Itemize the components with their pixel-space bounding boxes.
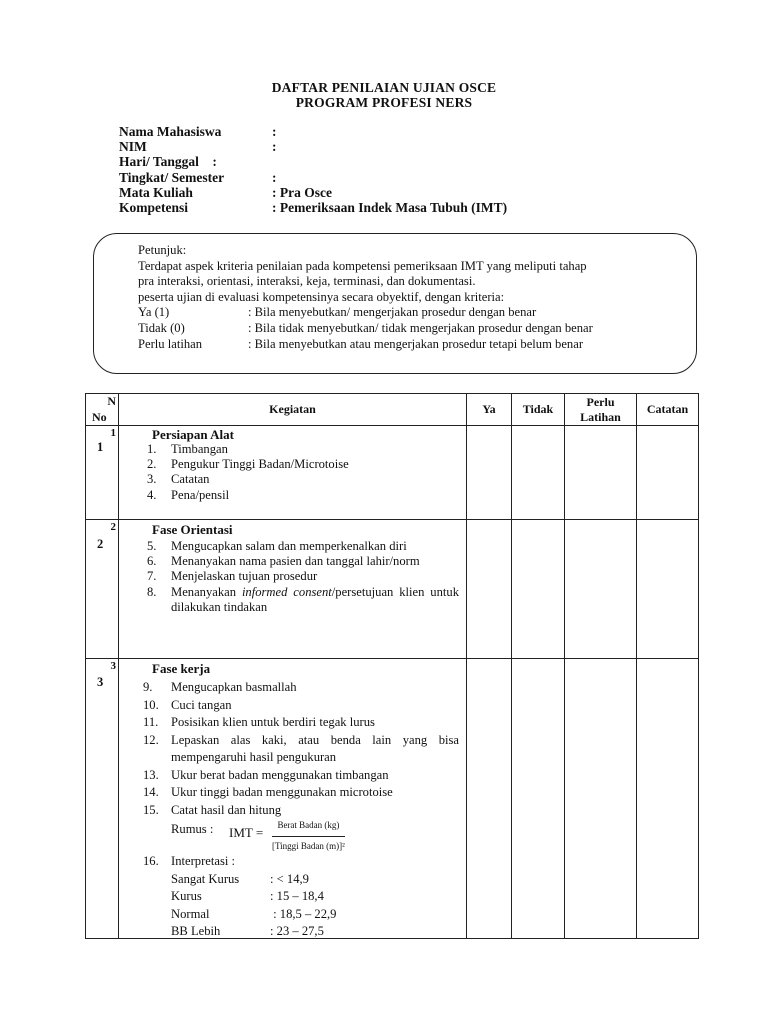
row-number: 2 2 bbox=[86, 520, 119, 659]
ya-cell[interactable] bbox=[467, 426, 512, 520]
list-item: 16. Interpretasi : bbox=[143, 854, 235, 868]
criteria-tidak: Tidak (0) : Bila tidak menyebutkan/ tidak mengerjakan prosedur dengan benar bbox=[138, 320, 593, 335]
row-number: 1 1 bbox=[86, 426, 119, 520]
item-list bbox=[147, 539, 459, 615]
section-title: Persiapan Alat bbox=[152, 427, 234, 442]
item-list bbox=[147, 442, 459, 503]
list-item: 9. Mengucapkan basmallah bbox=[143, 680, 297, 694]
imt-formula bbox=[147, 819, 459, 849]
kegiatan-cell bbox=[119, 520, 467, 659]
perlu-latihan-cell[interactable] bbox=[565, 659, 637, 939]
criteria-perlu-latihan: Perlu latihan : Bila menyebutkan atau mengerjakan prosedur tetapi belum benar bbox=[138, 336, 584, 351]
catatan-cell[interactable] bbox=[637, 659, 699, 939]
list-item: 11. Posisikan klien untuk berdiri tegak lurus bbox=[143, 715, 375, 729]
header-no: N No bbox=[86, 394, 119, 426]
perlu-latihan-cell[interactable] bbox=[565, 426, 637, 520]
list-item: 15. Catat hasil dan hitung bbox=[143, 802, 282, 817]
header-catatan: Catatan bbox=[637, 394, 699, 426]
criteria-ya: Ya (1) : Bila menyebutkan/ mengerjakan prosedur dengan benar bbox=[138, 305, 537, 320]
list-item: 8. Menanyakan informed consent/persetujuan klien untuk dilakukan tindakan bbox=[147, 584, 459, 614]
assessment-table bbox=[85, 393, 699, 939]
kegiatan-cell bbox=[119, 426, 467, 520]
table-row bbox=[86, 659, 699, 939]
ya-cell[interactable] bbox=[467, 659, 512, 939]
tidak-cell[interactable] bbox=[512, 520, 565, 659]
perlu-latihan-cell[interactable] bbox=[565, 520, 637, 659]
header-perlu-latihan: Perlu Latihan bbox=[565, 394, 637, 426]
list-item: 7. Menjelaskan tujuan prosedur bbox=[147, 569, 318, 584]
interpretation-row: Sangat Kurus : < 14,9 bbox=[171, 871, 309, 886]
instructions-box bbox=[93, 233, 697, 374]
instructions-line: peserta ujian di evaluasi kompetensinya secara obyektif, dengan kriteria: bbox=[138, 289, 505, 304]
header-kegiatan: Kegiatan bbox=[119, 394, 467, 426]
document-title: DAFTAR PENILAIAN UJIAN OSCE bbox=[271, 80, 497, 95]
document-subtitle: PROGRAM PROFESI NERS bbox=[295, 95, 473, 110]
list-item: 10. Cuci tangan bbox=[143, 697, 232, 712]
section-title: Fase kerja bbox=[152, 661, 211, 676]
interpretation-row: BB Lebih : 23 – 27,5 bbox=[171, 924, 324, 938]
list-item: 13. Ukur berat badan menggunakan timbangan bbox=[143, 767, 389, 782]
instructions-line: Terdapat aspek kriteria penilaian pada kompetensi pemeriksaan IMT yang meliputi tahap bbox=[138, 258, 587, 273]
table-header-row bbox=[86, 394, 699, 426]
header-ya: Ya bbox=[467, 394, 512, 426]
list-item: 1. Timbangan bbox=[147, 442, 228, 456]
ya-cell[interactable] bbox=[467, 520, 512, 659]
list-item: 4. Pena/pensil bbox=[147, 487, 230, 502]
list-item: 14. Ukur tinggi badan menggunakan microtoise bbox=[143, 785, 393, 799]
item-list bbox=[143, 679, 459, 941]
tidak-cell[interactable] bbox=[512, 659, 565, 939]
row-number: 3 3 bbox=[86, 659, 119, 939]
formula-label: Rumus : bbox=[171, 822, 214, 836]
kegiatan-cell bbox=[119, 659, 467, 939]
interpretation-row: Normal : 18,5 – 22,9 bbox=[171, 906, 337, 921]
section-title: Fase Orientasi bbox=[152, 522, 233, 537]
formula-fraction bbox=[272, 817, 345, 855]
instructions-heading: Petunjuk: bbox=[138, 243, 187, 257]
list-item: 6. Menanyakan nama pasien dan tanggal lahir/norm bbox=[147, 554, 420, 569]
table-row bbox=[86, 426, 699, 520]
list-item: 5. Mengucapkan salam dan memperkenalkan diri bbox=[147, 539, 407, 553]
catatan-cell[interactable] bbox=[637, 426, 699, 520]
instructions-text bbox=[138, 243, 593, 352]
list-item: 12. Lepaskan alas kaki, atau benda lain yang bisa mempengaruhi hasil pengukuran bbox=[143, 732, 459, 764]
table-row bbox=[86, 520, 699, 659]
catatan-cell[interactable] bbox=[637, 520, 699, 659]
header-tidak: Tidak bbox=[512, 394, 565, 426]
fraction-bar bbox=[272, 836, 345, 837]
list-item: 2. Pengukur Tinggi Badan/Microtoise bbox=[147, 457, 349, 472]
formula-imt: IMT = bbox=[229, 825, 264, 840]
formula-denominator: [Tinggi Badan (m)]² bbox=[272, 840, 345, 851]
interpretation-row: Kurus : 15 – 18,4 bbox=[171, 889, 324, 903]
list-item: 3. Catatan bbox=[147, 472, 210, 487]
instructions-line: pra interaksi, orientasi, interaksi, keja, terminasi, dan dokumentasi. bbox=[138, 274, 476, 289]
formula-numerator: Berat Badan (kg) bbox=[277, 820, 340, 830]
tidak-cell[interactable] bbox=[512, 426, 565, 520]
